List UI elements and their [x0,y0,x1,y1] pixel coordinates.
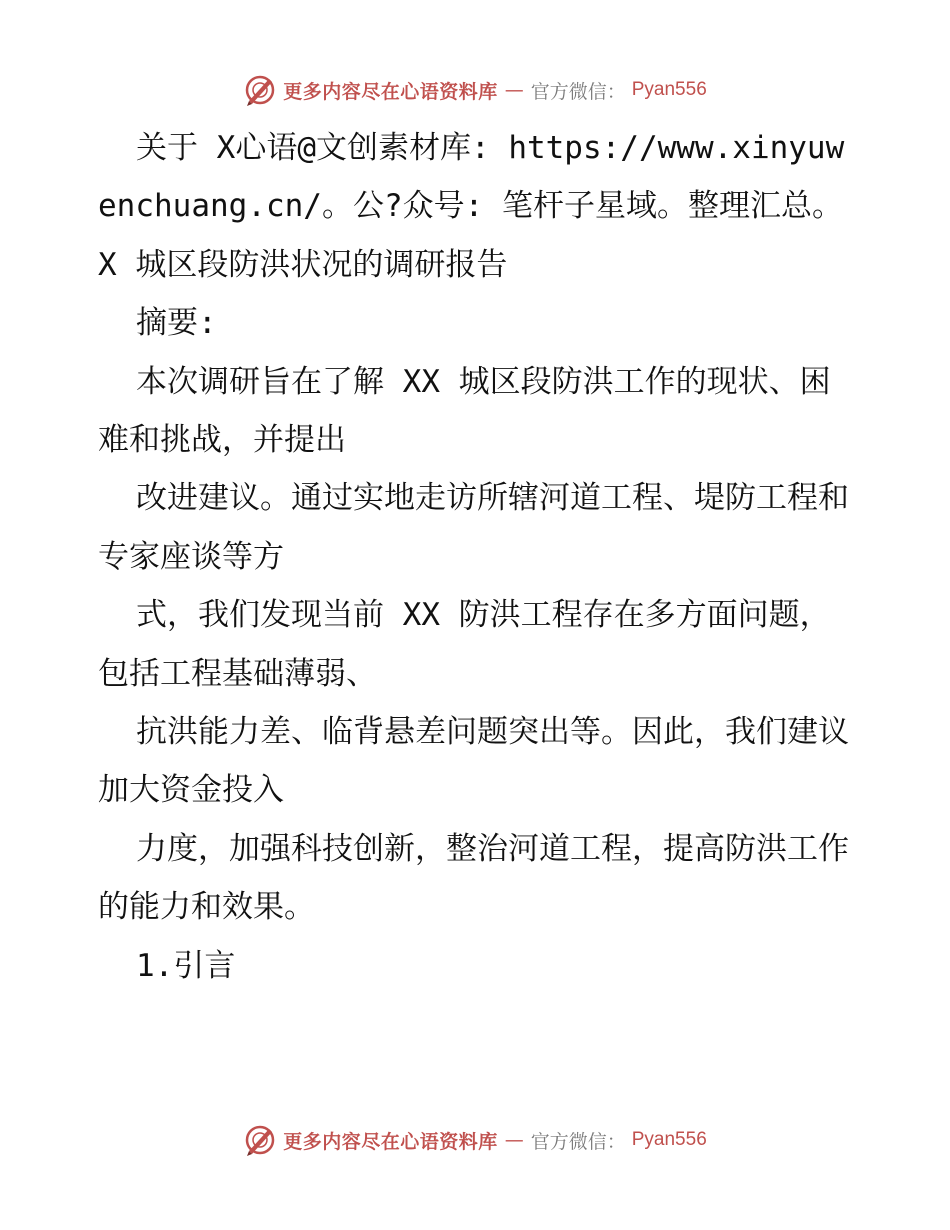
watermark-banner-bottom [0,1120,950,1160]
watermark-main-text: 更多内容尽在心语资料库 [283,80,498,103]
watermark-dash: — [504,79,524,101]
document-body [98,119,858,995]
watermark-wechat-id: Pyan556 [631,1129,707,1150]
paragraph-1: 本次调研旨在了解 XX 城区段防洪工作的现状、困难和挑战，并提出 [98,363,831,459]
paragraph-abstract-heading: 摘要: [136,305,217,342]
paragraph-title: 关于 X心语@文创素材库: https://www.xinyuwenchuang.cn/。公?众号: 笔杆子星域。整理汇总。X 城区段防洪状况的调研报告 [98,130,845,283]
section-heading-introduction: 1.引言 [136,947,236,984]
watermark-wechat-id: Pyan556 [631,79,707,100]
watermark-dash: — [504,1129,524,1151]
paragraph-3: 式，我们发现当前 XX 防洪工程存在多方面问题，包括工程基础薄弱、 [98,597,831,692]
paragraph-4: 抗洪能力差、临背悬差问题突出等。因此，我们建议加大资金投入 [98,714,849,809]
watermark-banner-top [0,70,950,110]
pen-logo-icon [243,73,277,107]
pen-logo-icon [243,1123,277,1157]
paragraph-5: 力度，加强科技创新，整治河道工程，提高防洪工作的能力和效果。 [98,830,849,926]
watermark-main-text: 更多内容尽在心语资料库 [283,1130,498,1153]
watermark-sub-text: 官方微信： [530,80,626,103]
watermark-sub-text: 官方微信： [530,1130,626,1153]
paragraph-2: 改进建议。通过实地走访所辖河道工程、堤防工程和专家座谈等方 [98,480,849,575]
